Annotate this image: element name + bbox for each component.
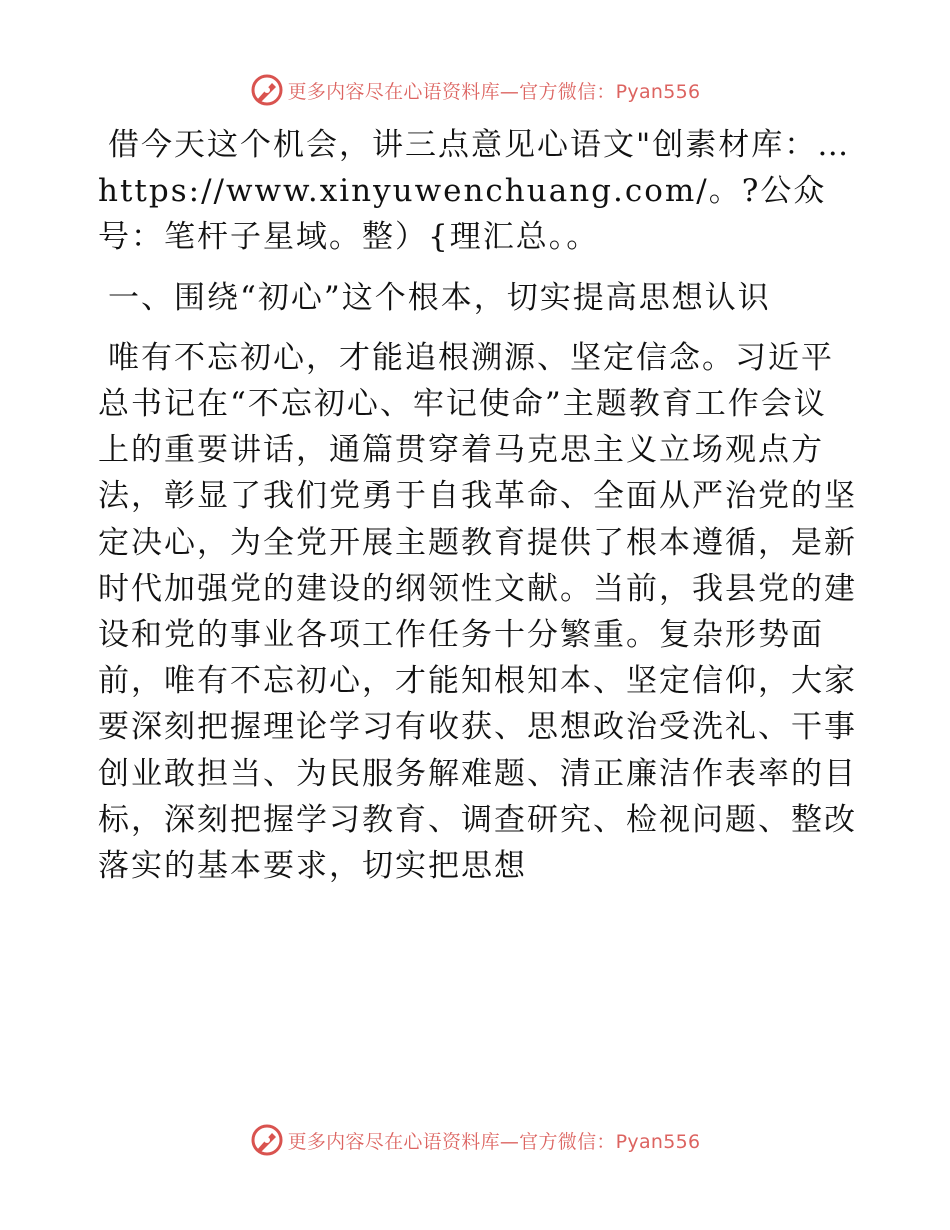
pen-logo-icon xyxy=(250,73,284,107)
document-body xyxy=(98,122,858,889)
section-heading: 一、围绕“初心”这个根本，切实提高思想认识 xyxy=(108,279,771,316)
pen-logo-icon xyxy=(250,1123,284,1157)
header-watermark-banner xyxy=(0,70,950,110)
header-banner-text: 更多内容尽在心语资料库—官方微信：Pyan556 xyxy=(287,80,701,103)
footer-watermark-banner xyxy=(0,1120,950,1160)
body-paragraph: 唯有不忘初心，才能追根溯源、坚定信念。习近平总书记在“不忘初心、牢记使命”主题教育工作会议上的重要讲话，通篇贯穿着马克思主义立场观点方法，彰显了我们党勇于自我革命、全面从严治党的坚定决心，为全党开展主题教育提供了根本遵循，是新时代加强党的建设的纲领性文献。当前，我县党的建设和党的事业各项工作任务十分繁重。复杂形势面前，唯有不忘初心，才能知根知本、坚定信仰，大家要深刻把握理论学习有收获、思想政治受洗礼、干事创业敢担当、为民服务解难题、清正廉洁作表率的目标，深刻把握学习教育、调查研究、检视问题、整改落实的基本要求，切实把思想 xyxy=(98,339,857,885)
footer-banner-text: 更多内容尽在心语资料库—官方微信：Pyan556 xyxy=(287,1130,701,1153)
intro-paragraph: 借今天这个机会，讲三点意见心语文"创素材库：…https://www.xinyuwenchuang.com/。?公众号：笔杆子星域。整）{理汇总。。 xyxy=(98,127,851,256)
